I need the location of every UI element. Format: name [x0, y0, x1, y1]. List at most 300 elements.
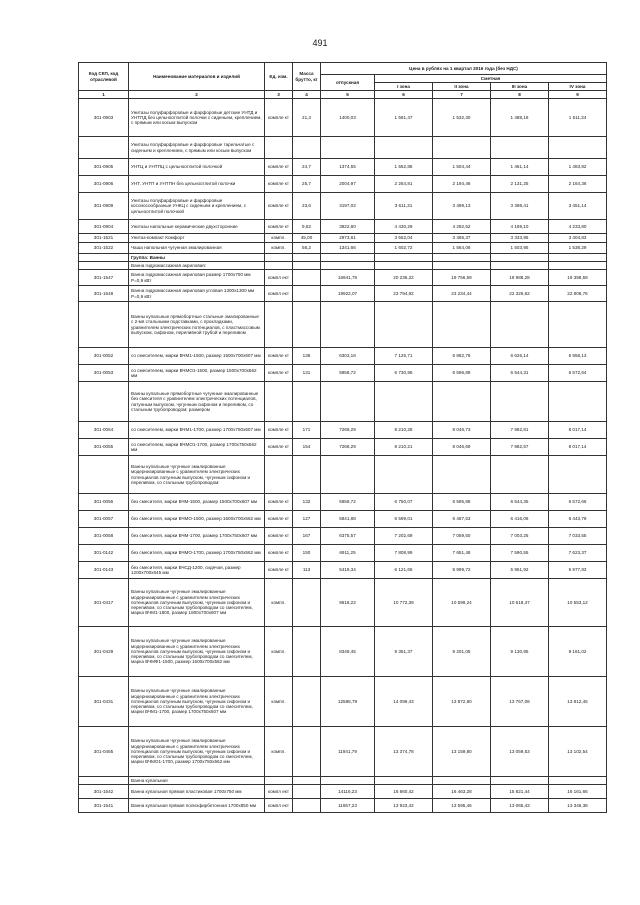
estimate-zone-4: 6 572,66	[549, 494, 607, 511]
estimate-zone-1: 3 611,31	[375, 193, 433, 220]
item-name: Унитазы полуфарфоровые и фарфоровые тарельчатые с сиденьем и креплением, с прямым или косым выпуском	[129, 137, 265, 159]
item-name: Ванны купальные чугунные эмалированные модернизированные с уравнителем электрических потенциалов латунным выпуском, чугунным сифоном и переливом, со стальным трубопроводом со смесителем, марка ВЧМ1-1800, размер 1800х700х607 мм	[129, 579, 265, 627]
item-code	[79, 777, 129, 785]
item-name: без смесителя, марки ВЧМО-1700, размер 1700х750х562 мм	[129, 545, 265, 562]
estimate-zone-3: 1 461,14	[491, 159, 549, 176]
estimate-zone-2: 3 499,13	[433, 193, 491, 220]
header-code: Код СКП, код отраслевой	[79, 63, 129, 91]
estimate-zone-3: 4 169,10	[491, 220, 549, 234]
estimate-zone-2: 1 532,30	[433, 99, 491, 137]
table-row	[79, 99, 607, 137]
estimate-zone-2	[433, 382, 491, 422]
item-name: Группа: Ванны	[129, 254, 265, 262]
item-mass	[293, 302, 321, 348]
estimate-zone-2: 2 194,46	[433, 176, 491, 193]
estimate-zone-2: 1 504,44	[433, 159, 491, 176]
table-row	[79, 511, 607, 528]
estimate-zone-3: 9 130,95	[491, 627, 549, 677]
estimate-zone-3: 2 131,25	[491, 176, 549, 193]
release-price	[321, 302, 375, 348]
estimate-zone-1: 23 794,92	[375, 286, 433, 302]
estimate-zone-4	[549, 777, 607, 785]
estimate-zone-4: 5 977,83	[549, 562, 607, 579]
estimate-zone-1: 6 599,01	[375, 511, 433, 528]
table-row	[79, 456, 607, 494]
estimate-zone-2: 7 059,50	[433, 528, 491, 545]
header-price-group: Цена в рублях на 1 квартал 2016 года (без НДС)	[321, 63, 607, 75]
estimate-zone-3: 7 590,55	[491, 545, 549, 562]
table-row	[79, 193, 607, 220]
item-code	[79, 456, 129, 494]
estimate-zone-1: 1 552,88	[375, 159, 433, 176]
estimate-zone-3: 6 626,14	[491, 348, 549, 365]
item-mass: 171	[293, 422, 321, 439]
estimate-zone-4: 10 553,12	[549, 579, 607, 627]
header-zone-2: II зона	[433, 83, 491, 91]
estimate-zone-4	[549, 262, 607, 270]
table-row	[79, 302, 607, 348]
item-name: Ванна гидромассажная акриловая угловая 1300х1300 мм Р=0,9 кВт	[129, 286, 265, 302]
item-unit: компле кт	[265, 193, 293, 220]
item-code: 301-0429	[79, 627, 129, 677]
item-mass	[293, 579, 321, 627]
item-unit: компл ект	[265, 785, 293, 799]
table-row	[79, 545, 607, 562]
estimate-zone-4: 2 164,36	[549, 176, 607, 193]
header-name: Наименование материалов и изделий	[129, 63, 265, 91]
item-code: 301-0054	[79, 422, 129, 439]
estimate-zone-3: 1 488,18	[491, 99, 549, 137]
item-mass	[293, 777, 321, 785]
item-code	[79, 382, 129, 422]
item-mass: 136	[293, 348, 321, 365]
item-code: 301-1522	[79, 243, 129, 254]
item-unit: компле кт	[265, 176, 293, 193]
group-row	[79, 254, 607, 262]
estimate-zone-2: 3 465,37	[433, 234, 491, 243]
release-price: 8349,45	[321, 627, 375, 677]
column-index-row	[79, 91, 607, 99]
estimate-zone-2: 6 596,89	[433, 365, 491, 382]
estimate-zone-1: 8 210,21	[375, 439, 433, 456]
estimate-zone-1: 10 772,39	[375, 579, 433, 627]
table-row	[79, 262, 607, 270]
item-mass	[293, 677, 321, 727]
estimate-zone-2: 6 882,76	[433, 348, 491, 365]
item-name: Унитазы напольные керамические двухсторонние	[129, 220, 265, 234]
estimate-zone-4: 6 958,13	[549, 348, 607, 365]
column-index: 8	[491, 91, 549, 99]
release-price: 1400,03	[321, 99, 375, 137]
page-number: 491	[312, 38, 328, 48]
item-code: 301-1548	[79, 286, 129, 302]
item-unit	[265, 302, 293, 348]
estimate-zone-1: 13 923,42	[375, 799, 433, 813]
item-unit	[265, 382, 293, 422]
item-unit	[265, 137, 293, 159]
estimate-zone-4: 13 102,54	[549, 727, 607, 777]
item-name: Ванна гидромассажная акриловая:	[129, 262, 265, 270]
item-code: 301-0053	[79, 365, 129, 382]
estimate-zone-4: 6 572,64	[549, 365, 607, 382]
release-price: 6303,18	[321, 348, 375, 365]
release-price: 6911,25	[321, 545, 375, 562]
estimate-zone-4: 7 623,37	[549, 545, 607, 562]
item-mass	[293, 286, 321, 302]
table-row	[79, 562, 607, 579]
table-row	[79, 627, 607, 677]
release-price: 1374,55	[321, 159, 375, 176]
estimate-zone-2: 7 651,48	[433, 545, 491, 562]
estimate-zone-4	[549, 302, 607, 348]
item-unit: компл.	[265, 243, 293, 254]
estimate-zone-1: 9 351,37	[375, 627, 433, 677]
estimate-zone-1: 2 264,81	[375, 176, 433, 193]
item-code: 301-0055	[79, 439, 129, 456]
estimate-zone-1: 6 121,65	[375, 562, 433, 579]
item-mass	[293, 382, 321, 422]
item-unit: компл ект	[265, 799, 293, 813]
item-mass: 56,2	[293, 243, 321, 254]
item-unit: компле кт	[265, 159, 293, 176]
item-unit: компл ект	[265, 286, 293, 302]
item-unit: компл.	[265, 727, 293, 777]
item-name: со смесителем, марки ВЧМО1-1700, размер 1700х750х562 мм	[129, 439, 265, 456]
estimate-zone-2: 16 463,28	[433, 785, 491, 799]
estimate-zone-4: 19 398,59	[549, 270, 607, 286]
release-price: 1341,66	[321, 243, 375, 254]
item-name: без смесителя, марки ВЧМ-1700, размер 1700х750х607 мм	[129, 528, 265, 545]
price-table-sheet	[78, 62, 606, 813]
item-code	[79, 302, 129, 348]
estimate-zone-2	[433, 262, 491, 270]
header-zone-3: III зона	[491, 83, 549, 91]
release-price: 9618,22	[321, 579, 375, 627]
item-mass: 45,00	[293, 234, 321, 243]
estimate-zone-3: 15 821,44	[491, 785, 549, 799]
item-unit: компл.	[265, 579, 293, 627]
estimate-zone-4: 4 233,80	[549, 220, 607, 234]
estimate-zone-3: 6 416,06	[491, 511, 549, 528]
estimate-zone-2: 13 159,80	[433, 727, 491, 777]
item-unit: компл.	[265, 627, 293, 677]
table-row	[79, 677, 607, 727]
item-mass	[293, 627, 321, 677]
item-name: Ванна гидромассажная акриловая размер 1700х700 мм Р=0,9 кВт	[129, 270, 265, 286]
table-row	[79, 234, 607, 243]
release-price: 5958,72	[321, 494, 375, 511]
estimate-zone-4: 1 511,34	[549, 99, 607, 137]
release-price: 5841,88	[321, 511, 375, 528]
release-price: 19922,07	[321, 286, 375, 302]
release-price: 6375,57	[321, 528, 375, 545]
item-unit	[265, 777, 293, 785]
table-row	[79, 494, 607, 511]
estimate-zone-2: 8 046,73	[433, 422, 491, 439]
estimate-zone-3: 18 988,28	[491, 270, 549, 286]
item-mass: 132	[293, 494, 321, 511]
table-row	[79, 579, 607, 627]
item-code: 301-0056	[79, 494, 129, 511]
item-unit: компл ект	[265, 270, 293, 286]
item-code: 301-0903	[79, 99, 129, 137]
estimate-zone-4: 13 346,38	[549, 799, 607, 813]
estimate-zone-3: 3 398,41	[491, 193, 549, 220]
table-row	[79, 777, 607, 785]
estimate-zone-2: 13 872,80	[433, 677, 491, 727]
item-name: Ванна купальная прямая пластиковая 1700х750 мм	[129, 785, 265, 799]
item-mass	[293, 727, 321, 777]
estimate-zone-4	[549, 456, 607, 494]
estimate-zone-4: 13 812,45	[549, 677, 607, 727]
estimate-zone-4	[549, 382, 607, 422]
item-name: без смесителя, марки ВЧСД-1200, сидячая, размер 1200х700х645 мм	[129, 562, 265, 579]
item-name: Ванна купальная	[129, 777, 265, 785]
estimate-zone-1: 6 750,07	[375, 494, 433, 511]
header-unit: Ед. изм.	[265, 63, 293, 91]
estimate-zone-4	[549, 254, 607, 262]
item-code: 301-1547	[79, 270, 129, 286]
estimate-zone-3: 13 767,08	[491, 677, 549, 727]
estimate-zone-4: 8 017,14	[549, 422, 607, 439]
table-row	[79, 270, 607, 286]
column-index: 9	[549, 91, 607, 99]
item-name: Унитазы полуфарфоровые и фарфоровые детские УНТД и УНТПД без цельноотлитой полочки с сиденьем, креплением, с прямым или косым выпуском	[129, 99, 265, 137]
item-code: 301-0431	[79, 677, 129, 727]
item-code: 301-0057	[79, 511, 129, 528]
item-unit	[265, 456, 293, 494]
item-name: Унитаз-компакт Комфорт	[129, 234, 265, 243]
item-code: 301-0417	[79, 579, 129, 627]
estimate-zone-2: 1 564,06	[433, 243, 491, 254]
table-row	[79, 382, 607, 422]
item-unit: компле кт	[265, 439, 293, 456]
header-mass: Масса брутто, кг	[293, 63, 321, 91]
item-mass: 24,7	[293, 159, 321, 176]
estimate-zone-4: 1 538,29	[549, 243, 607, 254]
item-unit: компле кт	[265, 422, 293, 439]
column-index: 6	[375, 91, 433, 99]
estimate-zone-3: 7 982,81	[491, 422, 549, 439]
header-estimate: Сметная	[375, 75, 607, 83]
estimate-zone-2: 23 234,44	[433, 286, 491, 302]
estimate-zone-3: 1 503,95	[491, 243, 549, 254]
estimate-zone-3: 7 003,25	[491, 528, 549, 545]
item-code: 301-1521	[79, 234, 129, 243]
estimate-zone-3: 6 544,31	[491, 365, 549, 382]
item-mass: 23,6	[293, 193, 321, 220]
estimate-zone-3: 6 544,35	[491, 494, 549, 511]
release-price	[321, 777, 375, 785]
estimate-zone-1: 1 581,47	[375, 99, 433, 137]
estimate-zone-1	[375, 777, 433, 785]
item-code: 301-0052	[79, 348, 129, 365]
estimate-zone-1: 7 125,71	[375, 348, 433, 365]
estimate-zone-1: 20 236,22	[375, 270, 433, 286]
estimate-zone-2	[433, 777, 491, 785]
estimate-zone-2	[433, 137, 491, 159]
release-price: 16941,75	[321, 270, 375, 286]
estimate-zone-1	[375, 302, 433, 348]
estimate-zone-3	[491, 254, 549, 262]
estimate-zone-1: 8 210,28	[375, 422, 433, 439]
estimate-zone-4: 6 443,79	[549, 511, 607, 528]
estimate-zone-1	[375, 382, 433, 422]
item-name: Чаша напольная чугунная эмалированная	[129, 243, 265, 254]
item-code: 301-0905	[79, 159, 129, 176]
release-price: 5958,72	[321, 365, 375, 382]
estimate-zone-3: 5 951,92	[491, 562, 549, 579]
item-mass	[293, 254, 321, 262]
item-mass: 150	[293, 545, 321, 562]
item-unit	[265, 262, 293, 270]
release-price: 12588,79	[321, 677, 375, 727]
item-code: 301-0142	[79, 545, 129, 562]
table-row	[79, 243, 607, 254]
item-code: 301-0904	[79, 220, 129, 234]
estimate-zone-4: 9 161,02	[549, 627, 607, 677]
table-row	[79, 785, 607, 799]
estimate-zone-2	[433, 302, 491, 348]
item-unit: компле кт	[265, 545, 293, 562]
estimate-zone-1: 4 430,29	[375, 220, 433, 234]
estimate-zone-1	[375, 456, 433, 494]
item-code: 301-0143	[79, 562, 129, 579]
table-row	[79, 137, 607, 159]
release-price: 2973,61	[321, 234, 375, 243]
table-row	[79, 176, 607, 193]
item-mass: 25,7	[293, 176, 321, 193]
item-name: Ванны купальные чугунные эмалированные модернизированные с уравнителем электрических потенциалов латунным выпуском, чугунным сифоном и переливом, со стальным трубопроводом:	[129, 456, 265, 494]
estimate-zone-4: 3 404,83	[549, 234, 607, 243]
column-index: 1	[79, 91, 129, 99]
item-name: без смесителя, марки ВЧМ-1500, размер 1500х700х607 мм	[129, 494, 265, 511]
estimate-zone-2: 10 599,24	[433, 579, 491, 627]
item-mass: 21,3	[293, 99, 321, 137]
item-name: Ванна купальная прямая полиэфирбетонная 1700х850 мм	[129, 799, 265, 813]
column-index: 3	[265, 91, 293, 99]
release-price: 11657,23	[321, 799, 375, 813]
estimate-zone-2: 13 595,46	[433, 799, 491, 813]
item-name: Унитазы полуфарфоровые и фарфоровые косоносообразные УНКЦ с сиденьем и креплением, с цельноотлитой полочкой	[129, 193, 265, 220]
item-mass	[293, 456, 321, 494]
item-code: 301-0906	[79, 176, 129, 193]
item-mass	[293, 799, 321, 813]
estimate-zone-4: 16 161,66	[549, 785, 607, 799]
item-code: 301-0465	[79, 727, 129, 777]
release-price: 11941,79	[321, 727, 375, 777]
estimate-zone-2: 6 467,53	[433, 511, 491, 528]
item-unit: компле кт	[265, 562, 293, 579]
table-row	[79, 727, 607, 777]
item-code: 301-1542	[79, 785, 129, 799]
item-code: 301-0909	[79, 193, 129, 220]
estimate-zone-2: 6 595,88	[433, 494, 491, 511]
estimate-zone-1: 1 602,72	[375, 243, 433, 254]
table-row	[79, 799, 607, 813]
estimate-zone-3	[491, 137, 549, 159]
item-mass: 113	[293, 562, 321, 579]
header-zone-1: I зона	[375, 83, 433, 91]
column-index: 5	[321, 91, 375, 99]
item-mass	[293, 262, 321, 270]
column-index: 4	[293, 91, 321, 99]
table-row	[79, 220, 607, 234]
header-release-price: отпускная	[321, 75, 375, 91]
estimate-zone-1: 7 202,69	[375, 528, 433, 545]
estimate-zone-4: 3 451,14	[549, 193, 607, 220]
estimate-zone-4: 7 033,55	[549, 528, 607, 545]
item-unit: компл.	[265, 677, 293, 727]
release-price	[321, 262, 375, 270]
table-row	[79, 286, 607, 302]
column-index: 7	[433, 91, 491, 99]
item-mass	[293, 270, 321, 286]
estimate-zone-3: 10 518,47	[491, 579, 549, 627]
estimate-zone-3	[491, 262, 549, 270]
estimate-zone-2: 9 201,05	[433, 627, 491, 677]
estimate-zone-2: 4 292,52	[433, 220, 491, 234]
item-name: Ванны купальные чугунные эмалированные модернизированные с уравнителем электрических потенциалов латунным выпуском, чугунным сифоном и переливом, со стальным трубопроводом со смесителем, марки ВЧМО1-1700, размер 1700х750х562 мм	[129, 727, 265, 777]
column-index: 2	[129, 91, 265, 99]
item-code: 301-1541	[79, 799, 129, 813]
item-mass: 154	[293, 439, 321, 456]
item-code	[79, 254, 129, 262]
estimate-zone-3	[491, 382, 549, 422]
item-unit: компле кт	[265, 348, 293, 365]
estimate-zone-2: 19 756,59	[433, 270, 491, 286]
item-name: Ванны купальные чугунные эмалированные модернизированные с уравнителем электрических потенциалов латунным выпуском, чугунным сифоном и переливом, со стальным трубопроводом со смесителем, марки ВЧМ1-1700, размер 1700х750х607 мм	[129, 677, 265, 727]
estimate-zone-2: 5 999,72	[433, 562, 491, 579]
release-price: 7268,29	[321, 439, 375, 456]
item-name: Ванны купальные прямобортные чугунные эмалированные без смесителя с уравнителем электрических потенциалов, латунным выпуском, чугунным сифоном и переливом, со стальным трубопроводом; размером	[129, 382, 265, 422]
table-row	[79, 348, 607, 365]
item-code	[79, 137, 129, 159]
item-name: УНТЦ и УНТПЦ с цельноотлитой полочкой	[129, 159, 265, 176]
estimate-zone-1: 13 374,78	[375, 727, 433, 777]
item-code	[79, 262, 129, 270]
estimate-zone-3: 13 065,43	[491, 799, 549, 813]
estimate-zone-1: 14 099,43	[375, 677, 433, 727]
table-row	[79, 365, 607, 382]
table-row	[79, 528, 607, 545]
item-mass: 131	[293, 365, 321, 382]
item-name: Ванны купальные прямобортные стальные эмалированные с 2-мя стальными подставками, с прокладками, уравнителем электрических потенциалов, с пластмассовым выпуском, сифоном, переливной трубой и переливом	[129, 302, 265, 348]
estimate-zone-4	[549, 137, 607, 159]
item-name: без смесителя, марки ВЧМО-1500, размер 1500х700х562 мм	[129, 511, 265, 528]
price-table	[78, 62, 607, 813]
release-price: 2004,97	[321, 176, 375, 193]
estimate-zone-4: 22 808,76	[549, 286, 607, 302]
item-mass: 127	[293, 511, 321, 528]
estimate-zone-3	[491, 777, 549, 785]
item-mass	[293, 785, 321, 799]
item-name: со смесителем, марки ВЧМ1-1700, размер 1700х750х607 мм	[129, 422, 265, 439]
release-price	[321, 137, 375, 159]
release-price: 5419,34	[321, 562, 375, 579]
estimate-zone-3	[491, 456, 549, 494]
item-unit: компл.	[265, 234, 293, 243]
release-price: 14116,23	[321, 785, 375, 799]
item-unit: компле кт	[265, 220, 293, 234]
estimate-zone-1: 6 730,95	[375, 365, 433, 382]
estimate-zone-4: 1 483,82	[549, 159, 607, 176]
estimate-zone-1: 16 860,42	[375, 785, 433, 799]
estimate-zone-1	[375, 262, 433, 270]
item-name: со смесителем, марки ВЧМО1-1500, размер 1500х700х562 мм	[129, 365, 265, 382]
estimate-zone-2	[433, 456, 491, 494]
estimate-zone-3: 22 326,62	[491, 286, 549, 302]
